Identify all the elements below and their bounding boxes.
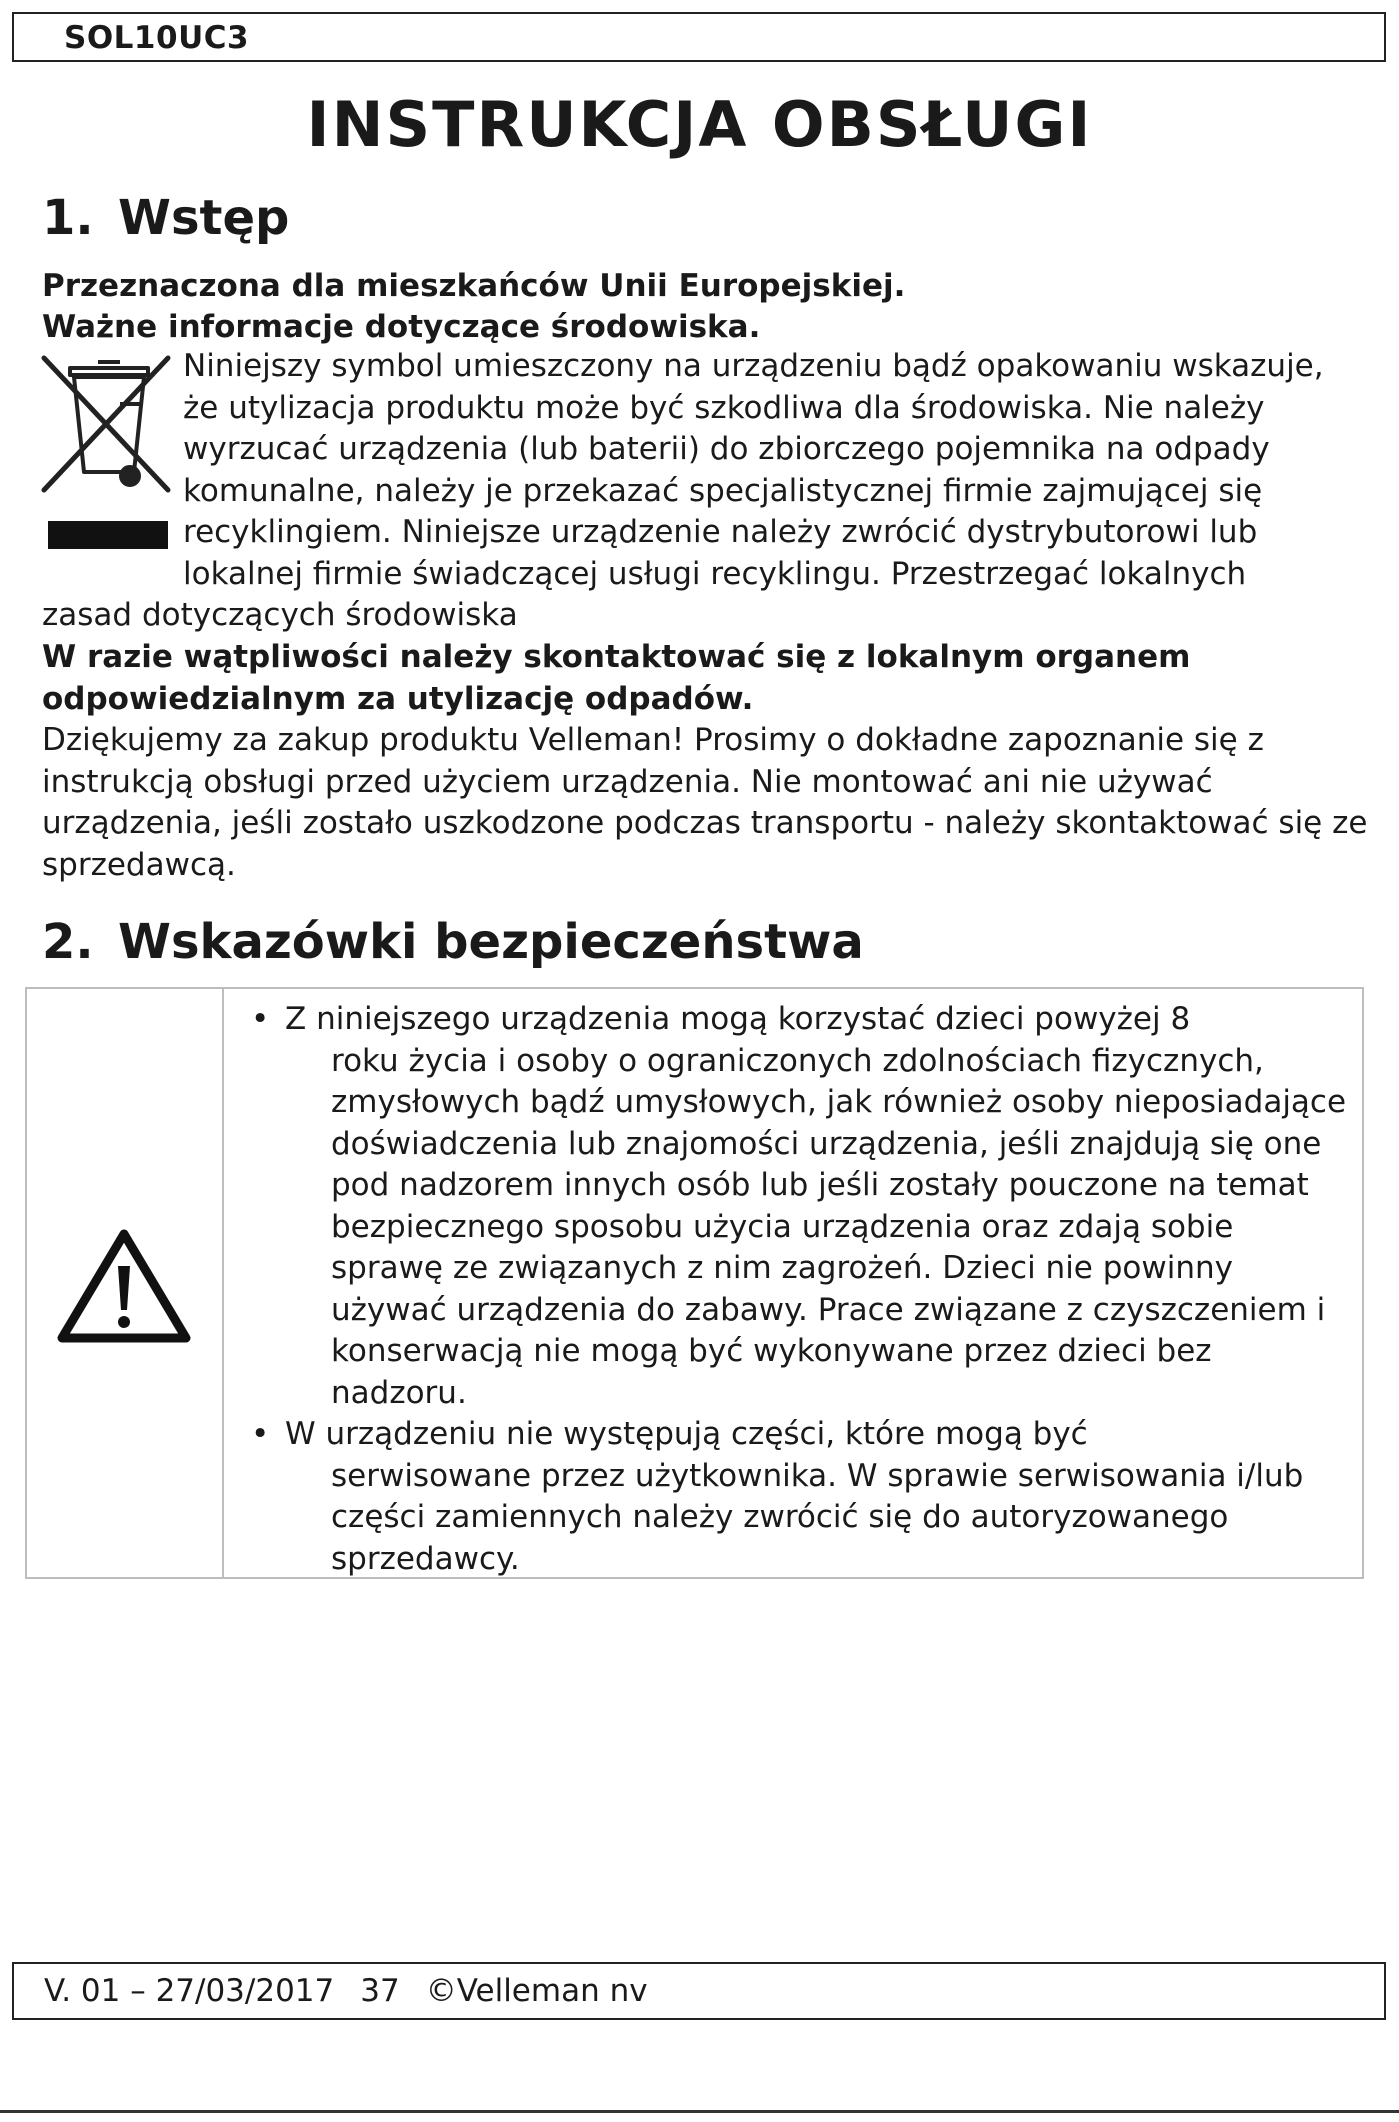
bullet-text: serwisowane przez użytkownika. W sprawie serwisowania i/lub części zamiennych należy zwrócić się do autoryzowanego sprzedawcy. [331,1457,1304,1577]
icon-gap [42,346,183,554]
bullet-first-line: W urządzeniu nie występują części, które mogą być [285,1416,1088,1452]
bullet-dot-icon: • [251,1001,270,1037]
environment-paragraph [42,346,1337,637]
table-divider [222,989,224,1577]
bottom-rule [0,2110,1399,2113]
bullet-first-line: Z niniejszego urządzenia mogą korzystać dzieci powyżej 8 [285,1001,1191,1037]
safety-bullets [245,999,1355,1580]
footer-text [44,1973,674,2009]
environment-text: Niniejszy symbol umieszczony na urządzeniu bądź opakowaniu wskazuje, że utylizacja produktu może być szkodliwa dla środowiska. Nie należy wyrzucać urządzenia (lub baterii) do zbiorczego pojemnika na odpady komunalne, należy je przekazać specjalistycznej firmie zajmującej się recyklingiem. Niniejsze urządzenie należy zwrócić dystrybutorowi lub lokalnej firmie świadczącej usługi recyklingu. Przestrzegać lokalnych zasad dotyczących środowiska [42,348,1324,633]
section-title: Wskazówki bezpieczeństwa [118,914,864,970]
footer-copyright: ©Velleman nv [425,1973,648,2009]
model-code: SOL10UC3 [64,20,250,56]
disposal-doubt-paragraph: W razie wątpliwości należy skontaktować się z lokalnym organem odpowiedzialnym za utylizację odpadów. [42,639,1191,717]
footer-bar [12,1962,1386,2020]
section-number: 2. [42,914,94,970]
list-item [245,1414,1355,1580]
bullet-dot-icon: • [251,1416,270,1452]
section-title: Wstęp [118,190,290,246]
footer-version: V. 01 – 27/03/2017 [44,1973,335,2009]
warning-triangle-icon [57,1226,192,1346]
section-heading-safety [42,914,864,970]
document-title: INSTRUKCJA OBSŁUGI [306,88,1093,161]
list-item [245,999,1355,1414]
footer-page-number: 37 [360,1973,400,2009]
thanks-paragraph: Dziękujemy za zakup produktu Velleman! Prosimy o dokładne zapoznanie się z instrukcją obsługi przed użyciem urządzenia. Nie montować ani nie używać urządzenia, jeśli zostało uszkodzone podczas transportu - należy skontaktować się ze sprzedawcą. [42,722,1368,883]
eu-notice-line1: Przeznaczona dla mieszkańców Unii Europejskiej. [42,268,906,304]
safety-table [25,987,1364,1579]
eu-notice-line2: Ważne informacje dotyczące środowiska. [42,309,761,345]
section-number: 1. [42,190,94,246]
header-bar [12,12,1386,62]
section-heading-intro [42,190,289,246]
bullet-text: roku życia i osoby o ograniczonych zdolnościach fizycznych, zmysłowych bądź umysłowych, jak również osoby nieposiadające doświadczenia lub znajomości urządzenia, jeśli znajdują się one pod nadzorem innych osób lub jeśli zostały pouczone na temat bezpiecznego sposobu użycia urządzenia oraz zdają sobie sprawę ze związanych z nim zagrożeń. Dzieci nie powinny używać urządzenia do zabawy. Prace związane z czyszczeniem i konserwacją nie mogą być wykonywane przez dzieci bez nadzoru. [331,1042,1347,1411]
